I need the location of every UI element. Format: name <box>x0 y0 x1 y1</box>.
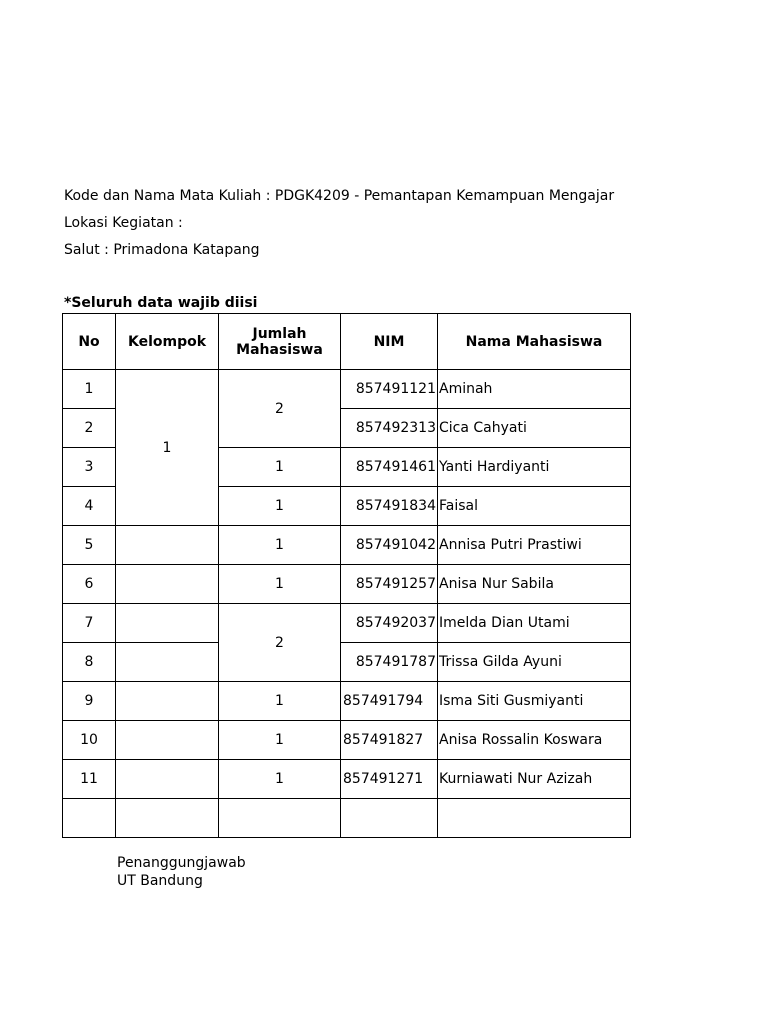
column-header-nama: Nama Mahasiswa <box>438 314 631 370</box>
cell-no: 8 <box>63 643 116 682</box>
column-header-jumlah: Jumlah Mahasiswa <box>219 314 341 370</box>
course-name: Kode dan Nama Mata Kuliah : PDGK4209 - Pemantapan Kemampuan Mengajar <box>64 188 615 204</box>
table-row <box>63 721 631 760</box>
cell-jumlah: 1 <box>219 448 341 487</box>
student-table <box>62 313 631 838</box>
cell-jumlah: 2 <box>219 604 341 682</box>
cell-nim: 857491271 <box>341 760 438 799</box>
cell-nim: 857492037 <box>341 604 438 643</box>
table-row <box>63 643 631 682</box>
cell-jumlah: 1 <box>219 487 341 526</box>
salut-name: Salut : Primadona Katapang <box>64 242 260 258</box>
cell-no: 4 <box>63 487 116 526</box>
cell-nim: 857491042 <box>341 526 438 565</box>
cell-nama: Anisa Rossalin Koswara <box>438 721 631 760</box>
cell-nama: Imelda Dian Utami <box>438 604 631 643</box>
cell-no: 6 <box>63 565 116 604</box>
table-row <box>63 760 631 799</box>
cell-no: 2 <box>63 409 116 448</box>
table-row <box>63 565 631 604</box>
cell-jumlah: 1 <box>219 526 341 565</box>
table-row-empty <box>63 799 631 838</box>
cell-kelompok <box>116 526 219 565</box>
cell-nim: 857491121 <box>341 370 438 409</box>
cell-jumlah: 1 <box>219 682 341 721</box>
cell-kelompok: 1 <box>116 370 219 526</box>
cell-jumlah: 1 <box>219 760 341 799</box>
cell-kelompok <box>116 721 219 760</box>
column-header-kelompok: Kelompok <box>116 314 219 370</box>
cell-jumlah <box>219 799 341 838</box>
signature-office: UT Bandung <box>117 873 203 889</box>
cell-kelompok <box>116 799 219 838</box>
cell-nama: Annisa Putri Prastiwi <box>438 526 631 565</box>
cell-no: 5 <box>63 526 116 565</box>
cell-nim: 857491461 <box>341 448 438 487</box>
cell-no: 11 <box>63 760 116 799</box>
cell-nim: 857491794 <box>341 682 438 721</box>
cell-no: 10 <box>63 721 116 760</box>
signature-block <box>117 854 246 890</box>
table-row <box>63 526 631 565</box>
table-row <box>63 370 631 409</box>
cell-no: 3 <box>63 448 116 487</box>
cell-jumlah: 1 <box>219 721 341 760</box>
cell-nim: 857491827 <box>341 721 438 760</box>
cell-nama: Yanti Hardiyanti <box>438 448 631 487</box>
cell-no <box>63 799 116 838</box>
column-header-no: No <box>63 314 116 370</box>
cell-nama: Trissa Gilda Ayuni <box>438 643 631 682</box>
cell-nama <box>438 799 631 838</box>
cell-nama: Kurniawati Nur Azizah <box>438 760 631 799</box>
cell-jumlah: 1 <box>219 565 341 604</box>
cell-nim: 857491257 <box>341 565 438 604</box>
table-header-row <box>63 314 631 370</box>
cell-nim: 857491787 <box>341 643 438 682</box>
cell-nama: Anisa Nur Sabila <box>438 565 631 604</box>
cell-kelompok <box>116 604 219 643</box>
cell-kelompok <box>116 565 219 604</box>
cell-nama: Aminah <box>438 370 631 409</box>
activity-location: Lokasi Kegiatan : <box>64 215 183 231</box>
cell-nama: Faisal <box>438 487 631 526</box>
signature-role: Penanggungjawab <box>117 855 246 871</box>
required-note: *Seluruh data wajib diisi <box>64 295 258 311</box>
cell-nim <box>341 799 438 838</box>
cell-jumlah: 2 <box>219 370 341 448</box>
column-header-nim: NIM <box>341 314 438 370</box>
table-row <box>63 682 631 721</box>
cell-no: 9 <box>63 682 116 721</box>
cell-no: 7 <box>63 604 116 643</box>
cell-kelompok <box>116 760 219 799</box>
cell-nama: Isma Siti Gusmiyanti <box>438 682 631 721</box>
cell-no: 1 <box>63 370 116 409</box>
cell-nama: Cica Cahyati <box>438 409 631 448</box>
cell-nim: 857492313 <box>341 409 438 448</box>
cell-kelompok <box>116 682 219 721</box>
cell-kelompok <box>116 643 219 682</box>
table-row <box>63 604 631 643</box>
cell-nim: 857491834 <box>341 487 438 526</box>
